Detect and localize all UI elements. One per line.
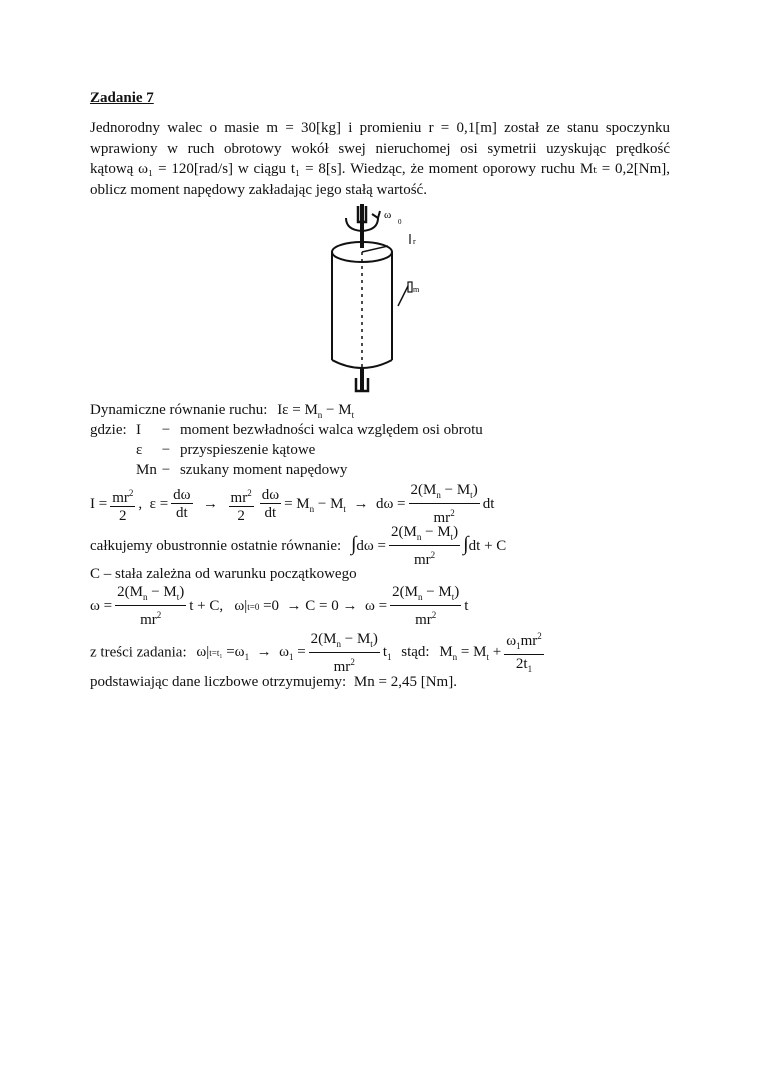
gdzie-label: gdzie: [90,422,127,438]
problem-line-2: wprawiony w ruch obrotowy wokół swej nieruchomej osi symetrii uzyskując prędkość [90,140,670,157]
final-text: podstawiając dane liczbowe otrzymujemy: [90,674,347,690]
mass-label: m [413,285,420,294]
final-line [90,674,457,691]
task-formula: $\omega|t=t_1 =\omega_1 \to \omega_1$ = $\frac{2(M_n - M_t)}{mr^2}$ $t_1$ [196,630,392,675]
dyn-eq-line [90,402,354,420]
def-desc: szukany moment napędowy [179,462,348,478]
z-tresci-text: z treści zadania: [90,644,187,661]
mn-formula: $M_n = M_t$ + $\frac{\omega_1mr^2}{2t_1}$ [439,644,546,660]
task-data-line [90,628,547,678]
def-row [136,422,483,439]
problem-statement [90,118,670,200]
def-desc: moment bezwładności walca względem osi obrotu [179,422,483,438]
def-sym: ε [136,442,143,458]
problem-line-3: kątową ω₁ = 120[rad/s] w ciągu t₁ = 8[s]. Wiedząc, że moment oporowy ruchu Mₜ = 0,2[Nm], [90,161,670,177]
omega-label: ω [384,209,392,221]
def-dash: − [161,422,171,438]
const-text: C – stała zależna od warunku początkowego [90,566,357,582]
dyn-eq-text: Dynamiczne równanie ruchu: [90,402,268,418]
cylinder-figure [320,200,440,395]
radius-label: r [413,237,416,246]
def-row [136,462,347,479]
integration-line [90,524,506,569]
problem-line-4: oblicz moment napędowy zakładając jego stałą wartość. [90,181,427,198]
integration-formula: ∫dω = $\frac{2(M_n - M_t)}{mr^2}$ ∫dt + C [350,524,507,568]
def-desc: przyspieszenie kątowe [179,442,316,458]
def-dash: − [161,442,171,458]
def-sym: I [136,422,141,438]
dyn-eq-formula: $I\varepsilon = M_n - M_t$ [277,402,355,420]
integrate-text: całkujemy obustronnie ostatnie równanie: [90,537,342,554]
equation-row-1: I = $\frac{mr^2}{2}$ , ε = $\frac{d\omega}{dt}$ → $\frac{mr^2}{2}$ $\frac{d\omega}{dt}$ = $M_n - M_t \to d\omega$ = $\frac{2(M_n - M_t)}{mr^2}$ dt [90,482,495,526]
def-dash: − [161,462,171,478]
equation-row-omega: ω = $\frac{2(M_n - M_t)}{mr^2}$ t + C, ω|t=0 =0 → C = 0 → ω = $\frac{2(M_n - M_t)}{mr^2}$ t [90,584,469,628]
problem-title: Zadanie 7 [90,90,154,106]
def-row [136,442,315,459]
omega-sub: 0 [398,218,402,226]
stad-text: stąd: [401,644,430,661]
def-sym: Mn [136,462,157,478]
final-result: Mn = 2,45 [Nm]. [353,674,457,690]
problem-line-1: Jednorodny walec o masie m = 30[kg] i promieniu r = 0,1[m] został ze stanu spoczynku [90,120,670,136]
